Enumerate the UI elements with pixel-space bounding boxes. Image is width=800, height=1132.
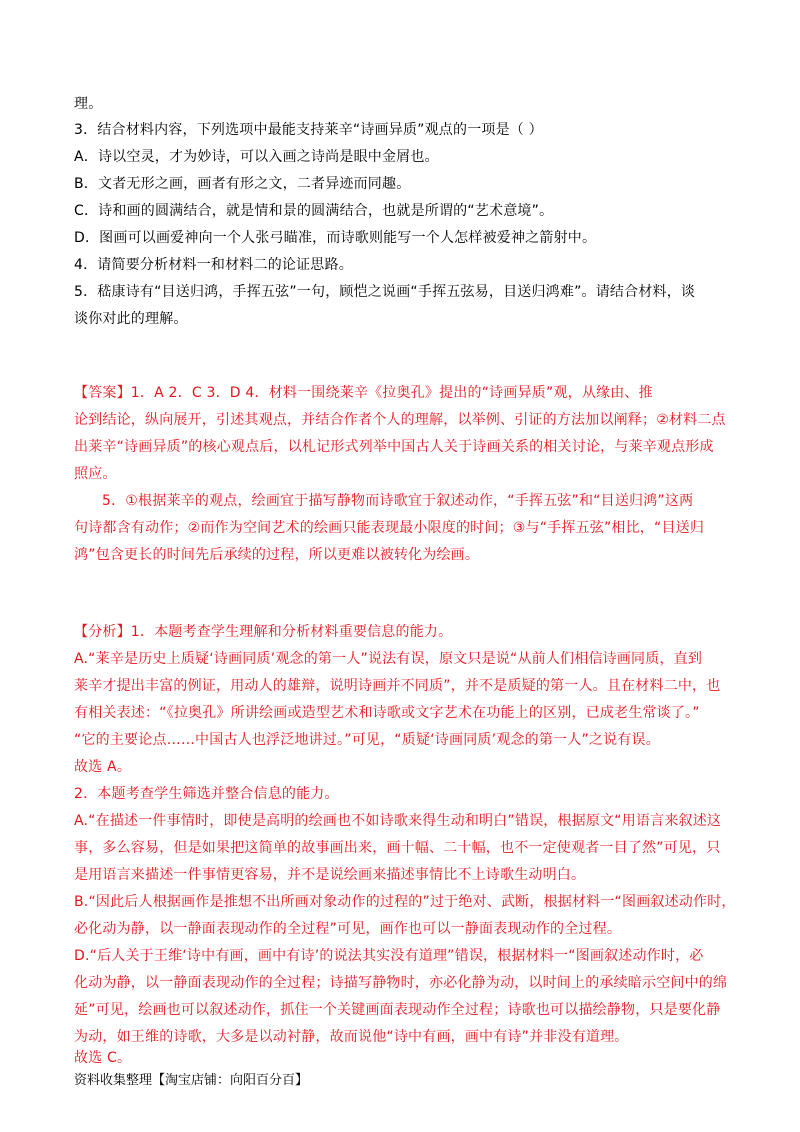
option-c: C．诗和画的圆满结合，就是情和景的圆满结合，也就是所谓的“艺术意境”。	[74, 203, 554, 219]
analysis-line-2: A.“莱辛是历史上质疑‘诗画同质’观念的第一人”说法有误，原文只是说“从前人们相信诗画同质，直到	[74, 651, 703, 667]
answer-line-1: 【答案】1．A 2．C 3．D 4．材料一围绕莱辛《拉奥孔》提出的“诗画异质”观，从缘由、推	[74, 385, 653, 401]
analysis-line-15: 延”可见，绘画也可以叙述动作，抓住一个关键画面表现动作全过程；诗歌也可以描绘静物，只是要化静	[74, 1002, 721, 1018]
analysis-line-5: “它的主要论点……中国古人也浮泛地讲过。”可见，“质疑‘诗画同质’观念的第一人”之说有误。	[74, 732, 660, 748]
analysis-line-9: 事，多么容易，但是如果把这简单的故事画出来，画十幅、二十幅，也不一定使观者一目了然”可见，只	[74, 840, 721, 856]
question-5-line-1: 5．嵇康诗有“目送归鸿，手挥五弦”一句，顾恺之说画“手挥五弦易，目送归鸿难”。请结合材料，谈	[74, 284, 696, 300]
option-a: A．诗以空灵，才为妙诗，可以入画之诗尚是眼中金屑也。	[74, 149, 439, 165]
analysis-line-4: 有相关表述：“《拉奥孔》所讲绘画或造型艺术和诗歌或文字艺术在功能上的区别，已成老生常谈了。”	[74, 705, 700, 721]
question-4: 4．请简要分析材料一和材料二的论证思路。	[74, 257, 353, 273]
analysis-line-14: 化动为静，以一静面表现动作的全过程；诗描写静物时，亦必化静为动，以时间上的承续暗示空间中的绵	[74, 975, 728, 991]
analysis-line-8: A.“在描述一件事情时，即使是高明的绘画也不如诗歌来得生动和明白”错误，根据原文“用语言来叙述这	[74, 813, 722, 829]
answer-line-4: 照应。	[74, 466, 117, 482]
question-3: 3．结合材料内容，下列选项中最能支持莱辛“诗画异质”观点的一项是（ ）	[74, 122, 543, 138]
option-b: B．文者无形之画，画者有形之文，二者异迹而同趣。	[74, 176, 411, 192]
answer-line-3: 出莱辛“诗画异质”的核心观点后，以札记形式列举中国古人关于诗画关系的相关讨论，与莱辛观点形成	[74, 439, 714, 455]
analysis-line-3: 莱辛才提出丰富的例证，用动人的雄辩，说明诗画并不同质”，并不是质疑的第一人。且在材料二中，也	[74, 678, 721, 694]
analysis-line-16: 为动，如王维的诗歌，大多是以动衬静，故而说他“诗中有画，画中有诗”并非没有道理。	[74, 1029, 629, 1045]
analysis-line-7: 2．本题考查学生筛选并整合信息的能力。	[74, 786, 339, 802]
analysis-line-17: 故选 C。	[74, 1050, 132, 1066]
option-d: D．图画可以画爱神向一个人张弓瞄准，而诗歌则能写一个人怎样被爱神之箭射中。	[74, 230, 597, 246]
analysis-heading: 【分析】1．本题考查学生理解和分析材料重要信息的能力。	[74, 624, 453, 640]
answer-line-5: 5．①根据莱辛的观点，绘画宜于描写静物而诗歌宜于叙述动作，“手挥五弦”和“目送归鸿”这两	[102, 493, 694, 509]
answer-line-6: 句诗都含有动作；②而作为空间艺术的绘画只能表现最小限度的时间；③与“手挥五弦”相比，“目送归	[74, 520, 705, 536]
analysis-line-10: 是用语言来描述一件事情更容易，并不是说绘画来描述事情比不上诗歌生动明白。	[74, 867, 586, 883]
answer-line-2: 论到结论，纵向展开，引述其观点，并结合作者个人的理解，以举例、引证的方法加以阐释；②材料二点	[74, 412, 726, 428]
analysis-line-6: 故选 A。	[74, 759, 132, 775]
text-line-continuation: 理。	[74, 96, 103, 112]
question-5-line-2: 谈你对此的理解。	[74, 311, 188, 327]
analysis-line-12: 必化动为静，以一静面表现动作的全过程”可见，画作也可以一静面表现动作的全过程。	[74, 921, 622, 937]
analysis-line-11: B.“因此后人根据画作是推想不出所画对象动作的过程的”过于绝对、武断，根据材料一“图画叙述动作时，	[74, 894, 736, 910]
analysis-line-13: D.“后人关于王维‘诗中有画，画中有诗’的说法其实没有道理”错误，根据材料一“图画叙述动作时，必	[74, 948, 704, 964]
page-footer: 资料收集整理【淘宝店铺：向阳百分百】	[74, 1073, 309, 1088]
answer-line-7: 鸿”包含更长的时间先后承续的过程，所以更难以被转化为绘画。	[74, 547, 480, 563]
